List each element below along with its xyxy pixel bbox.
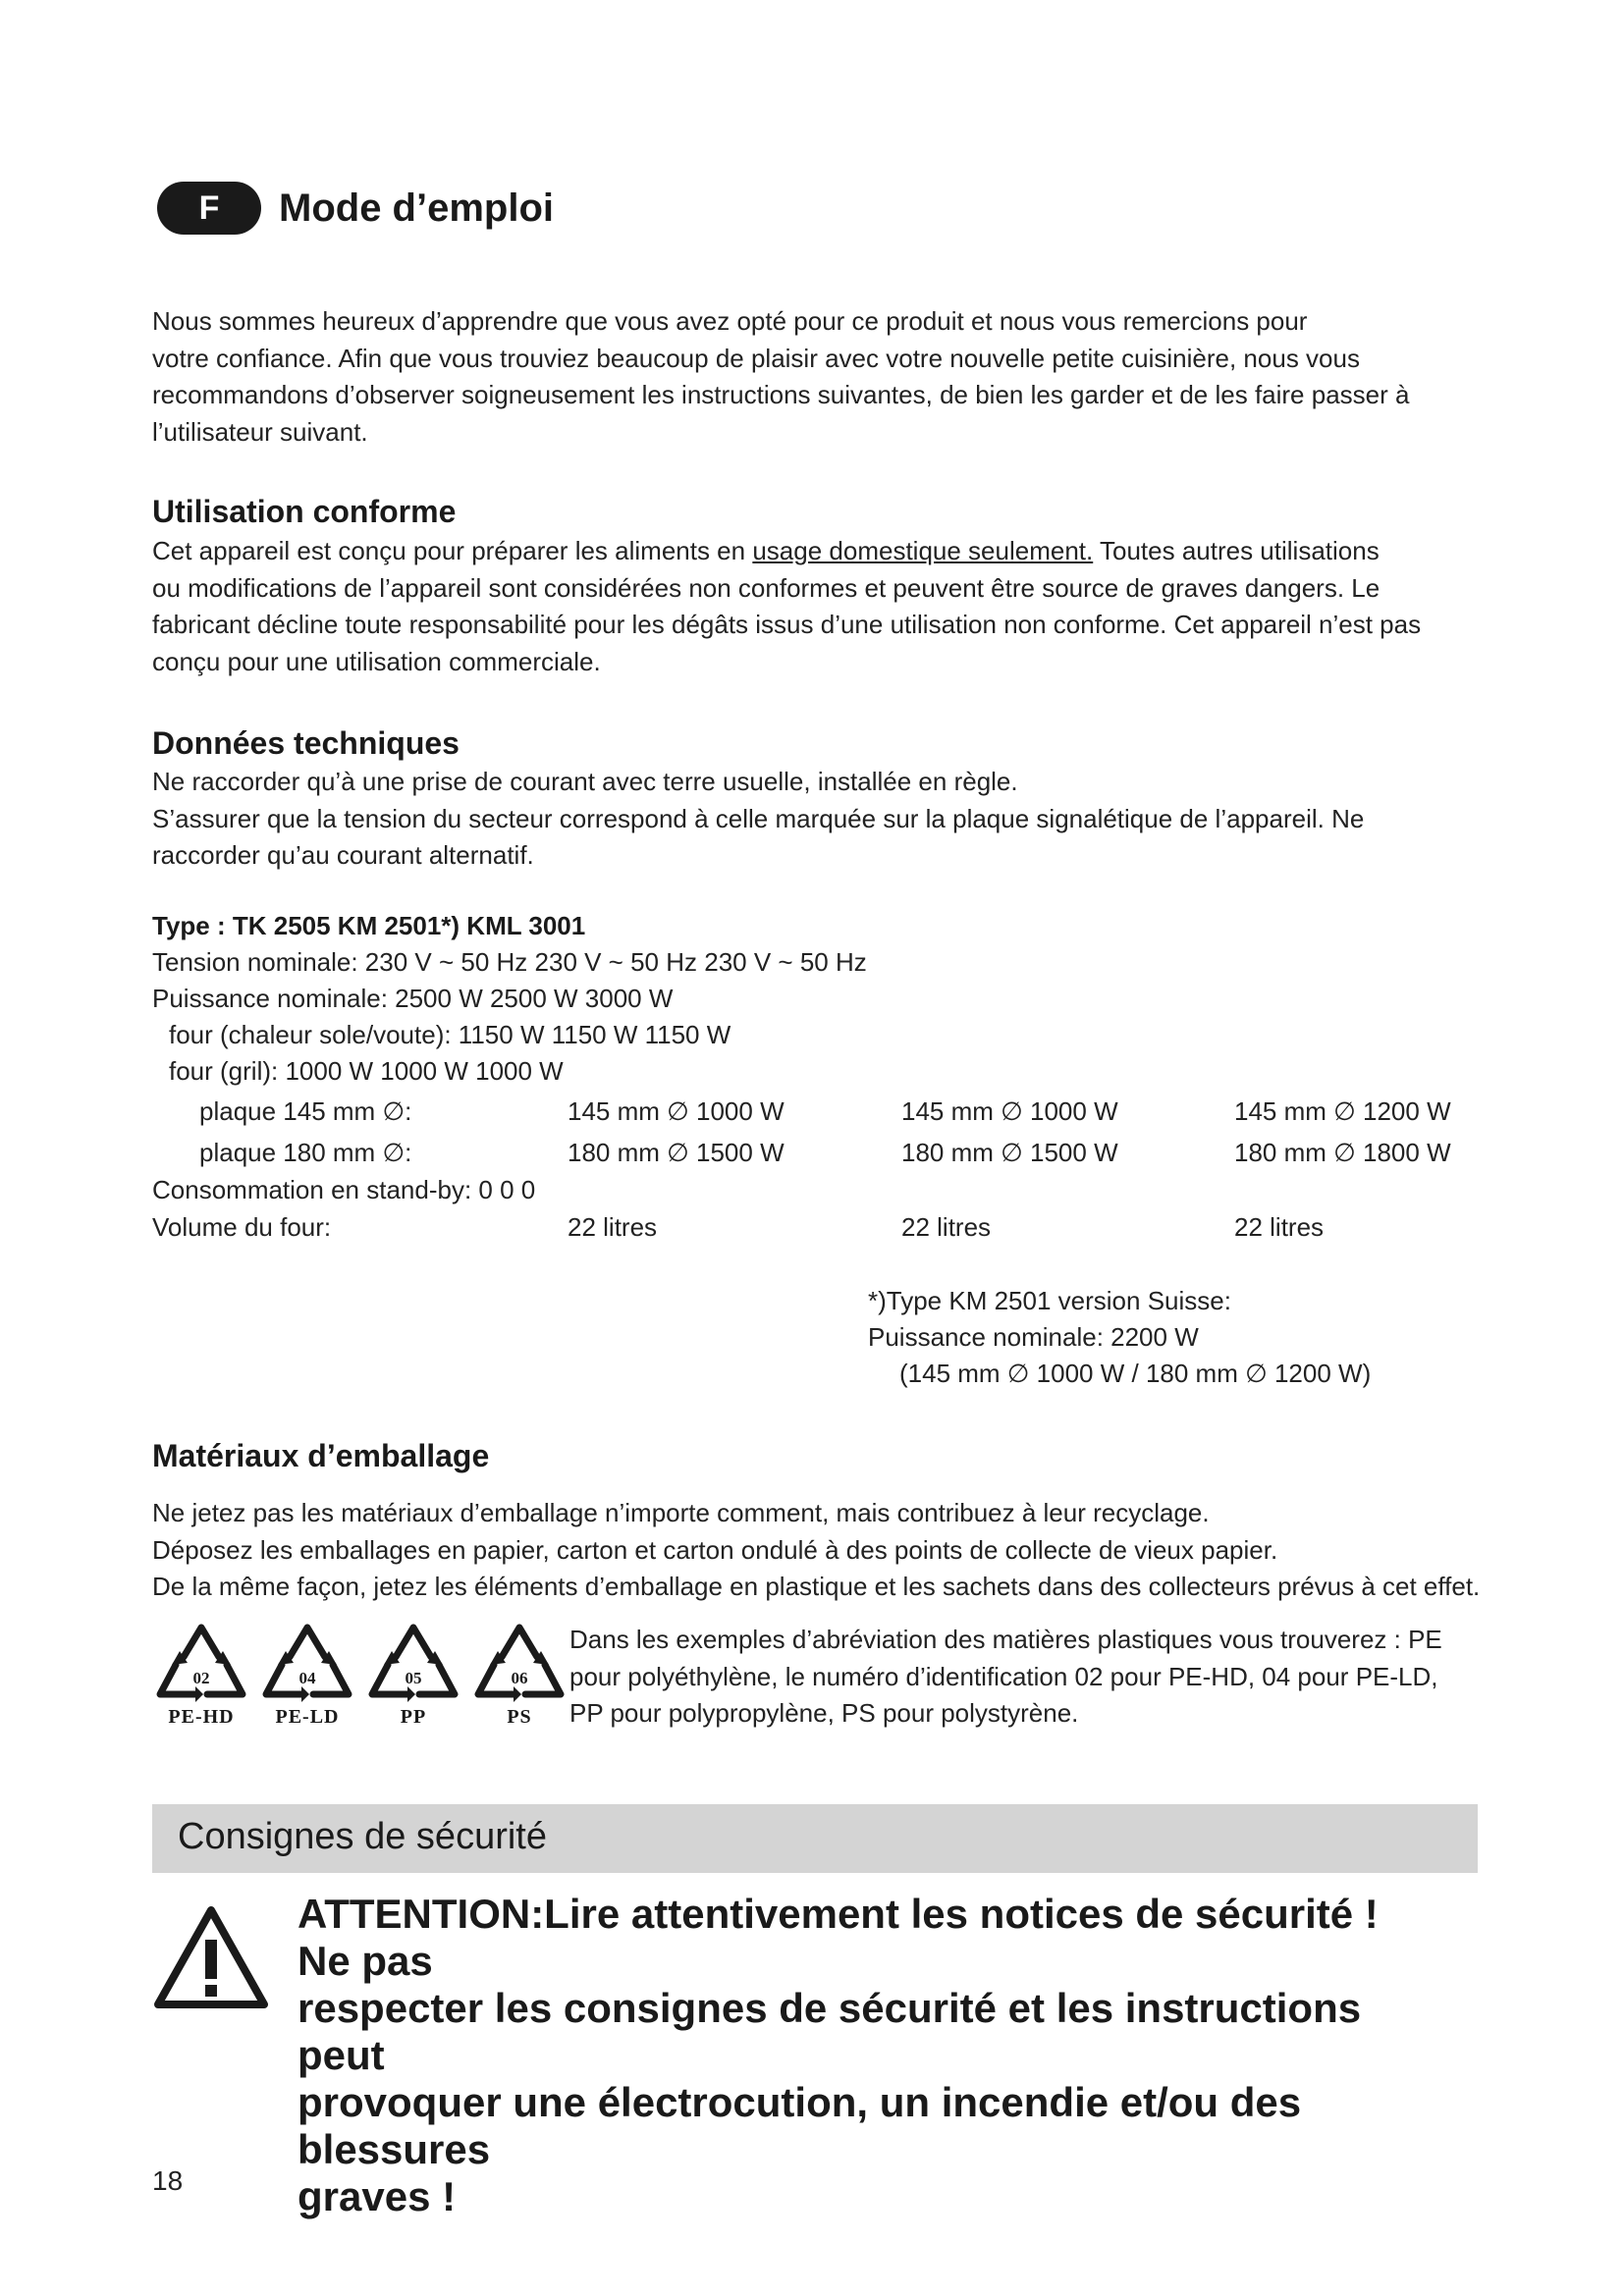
spec-plaque145-value: 145 mm ∅ 1200 W	[1234, 1096, 1451, 1126]
safety-warning-text	[298, 1891, 1427, 2220]
recycle-symbols	[152, 1622, 568, 1730]
recycle-code: 02	[192, 1669, 210, 1687]
recycle-label: PE-HD	[168, 1706, 235, 1728]
section-heading-donnees: Données techniques	[152, 725, 460, 761]
utilisation-line	[152, 533, 1421, 570]
safety-section-bar	[152, 1804, 1478, 1873]
recycle-code: 05	[405, 1669, 422, 1687]
abbr-line: PP pour polypropylène, PS pour polystyrène.	[569, 1698, 1079, 1728]
recycle-symbol-ps	[470, 1622, 568, 1730]
warning-line: respecter les consignes de sécurité et les instructions peut	[298, 1985, 1362, 2078]
abbr-line: pour polyéthylène, le numéro d’identification 02 pour PE-HD, 04 pour PE-LD,	[569, 1661, 1438, 1691]
warning-line: graves !	[298, 2173, 457, 2219]
spec-volume-value: 22 litres	[901, 1212, 992, 1242]
spec-plaque145-label: plaque 145 mm ∅:	[199, 1096, 412, 1126]
intro-line: l’utilisateur suivant.	[152, 416, 368, 447]
spec-note-line: Puissance nominale: 2200 W	[868, 1322, 1199, 1352]
utilisation-paragraph	[152, 533, 1421, 680]
recycle-symbol-pe-hd	[152, 1622, 250, 1730]
spec-plaque180-value: 180 mm ∅ 1500 W	[568, 1138, 785, 1167]
recycle-label: PS	[507, 1706, 532, 1728]
recycle-code: 06	[511, 1669, 528, 1687]
recycle-triangle-icon	[152, 1622, 250, 1710]
text-span: Cet appareil est conçu pour préparer les aliments en	[152, 536, 753, 565]
plastic-abbreviations-paragraph	[569, 1622, 1442, 1733]
materiaux-paragraph	[152, 1495, 1480, 1606]
recycle-symbol-pe-ld	[258, 1622, 356, 1730]
recycle-triangle-icon	[258, 1622, 356, 1710]
warning-line: provoquer une électrocution, un incendie et/ou des blessures	[298, 2079, 1302, 2172]
spec-plaque180-value: 180 mm ∅ 1800 W	[1234, 1138, 1451, 1167]
spec-four-chaleur: four (chaleur sole/voute): 1150 W 1150 W 1150 W	[169, 1020, 731, 1049]
page-header	[157, 177, 554, 240]
intro-line: votre confiance. Afin que vous trouviez beaucoup de plaisir avec votre nouvelle petite cuisinière, nous vous	[152, 343, 1360, 373]
spec-standby: Consommation en stand-by: 0 0 0	[152, 1175, 536, 1204]
section-heading-securite: Consignes de sécurité	[178, 1816, 547, 1857]
intro-paragraph	[152, 303, 1409, 451]
spec-plaque145-value: 145 mm ∅ 1000 W	[568, 1096, 785, 1126]
donnees-line: Ne raccorder qu’à une prise de courant avec terre usuelle, installée en règle.	[152, 767, 1018, 796]
materiaux-line: Déposez les emballages en papier, carton et carton ondulé à des points de collecte de vieux papier.	[152, 1534, 1278, 1565]
donnees-line: S’assurer que la tension du secteur correspond à celle marquée sur la plaque signalétique de l’appareil. Ne	[152, 803, 1365, 833]
recycle-label: PP	[400, 1706, 427, 1728]
spec-plaque145-value: 145 mm ∅ 1000 W	[901, 1096, 1118, 1126]
underlined-text: usage domestique seulement.	[752, 536, 1094, 565]
warning-line: ATTENTION:Lire attentivement les notices de sécurité ! Ne pas	[298, 1891, 1379, 1984]
intro-line: recommandons d’observer soigneusement les instructions suivantes, de bien les garder et de les faire passer à	[152, 380, 1410, 409]
spec-four-gril: four (gril): 1000 W 1000 W 1000 W	[169, 1056, 564, 1086]
utilisation-line: fabricant décline toute responsabilité pour les dégâts issus d’une utilisation non conforme. Cet appareil n’est pas	[152, 610, 1422, 639]
spec-plaque180-value: 180 mm ∅ 1500 W	[901, 1138, 1118, 1167]
spec-plaque180-label: plaque 180 mm ∅:	[199, 1138, 412, 1167]
language-badge: F	[157, 182, 261, 235]
utilisation-line: ou modifications de l’appareil sont considérées non conformes et peuvent être source de graves dangers. Le	[152, 572, 1380, 603]
recycle-label: PE-LD	[275, 1706, 340, 1728]
section-heading-materiaux: Matériaux d’emballage	[152, 1438, 490, 1473]
section-heading-utilisation: Utilisation conforme	[152, 494, 457, 529]
spec-volume-label: Volume du four:	[152, 1212, 332, 1242]
text-span: Toutes autres utilisations	[1093, 536, 1380, 565]
spec-type-line: Type : TK 2505 KM 2501*) KML 3001	[152, 911, 586, 940]
intro-line: Nous sommes heureux d’apprendre que vous avez opté pour ce produit et nous vous remercions pour	[152, 306, 1308, 336]
materiaux-line: De la même façon, jetez les éléments d’emballage en plastique et les sachets dans des collecteurs prévus à cet effet.	[152, 1572, 1481, 1601]
spec-volume-value: 22 litres	[568, 1212, 658, 1242]
recycle-code: 04	[298, 1669, 316, 1687]
spec-note-line: *)Type KM 2501 version Suisse:	[868, 1286, 1231, 1315]
materiaux-line: Ne jetez pas les matériaux d’emballage n’importe comment, mais contribuez à leur recyclage.	[152, 1498, 1210, 1527]
page-title: Mode d’emploi	[279, 186, 554, 230]
recycle-triangle-icon	[470, 1622, 568, 1710]
spec-volume-value: 22 litres	[1234, 1212, 1325, 1242]
abbr-line: Dans les exemples d’abréviation des matières plastiques vous trouverez : PE	[569, 1625, 1442, 1654]
spec-note-line: (145 mm ∅ 1000 W / 180 mm ∅ 1200 W)	[899, 1359, 1372, 1388]
spec-puissance: Puissance nominale: 2500 W 2500 W 3000 W	[152, 984, 674, 1013]
donnees-paragraph	[152, 764, 1364, 875]
warning-triangle-icon	[152, 1904, 270, 2015]
recycle-triangle-icon	[364, 1622, 462, 1710]
utilisation-line: conçu pour une utilisation commerciale.	[152, 646, 601, 676]
spec-tension: Tension nominale: 230 V ~ 50 Hz 230 V ~ 50 Hz 230 V ~ 50 Hz	[152, 947, 867, 977]
page-number: 18	[152, 2165, 184, 2196]
recycle-symbol-pp	[364, 1622, 462, 1730]
donnees-line: raccorder qu’au courant alternatif.	[152, 840, 534, 870]
